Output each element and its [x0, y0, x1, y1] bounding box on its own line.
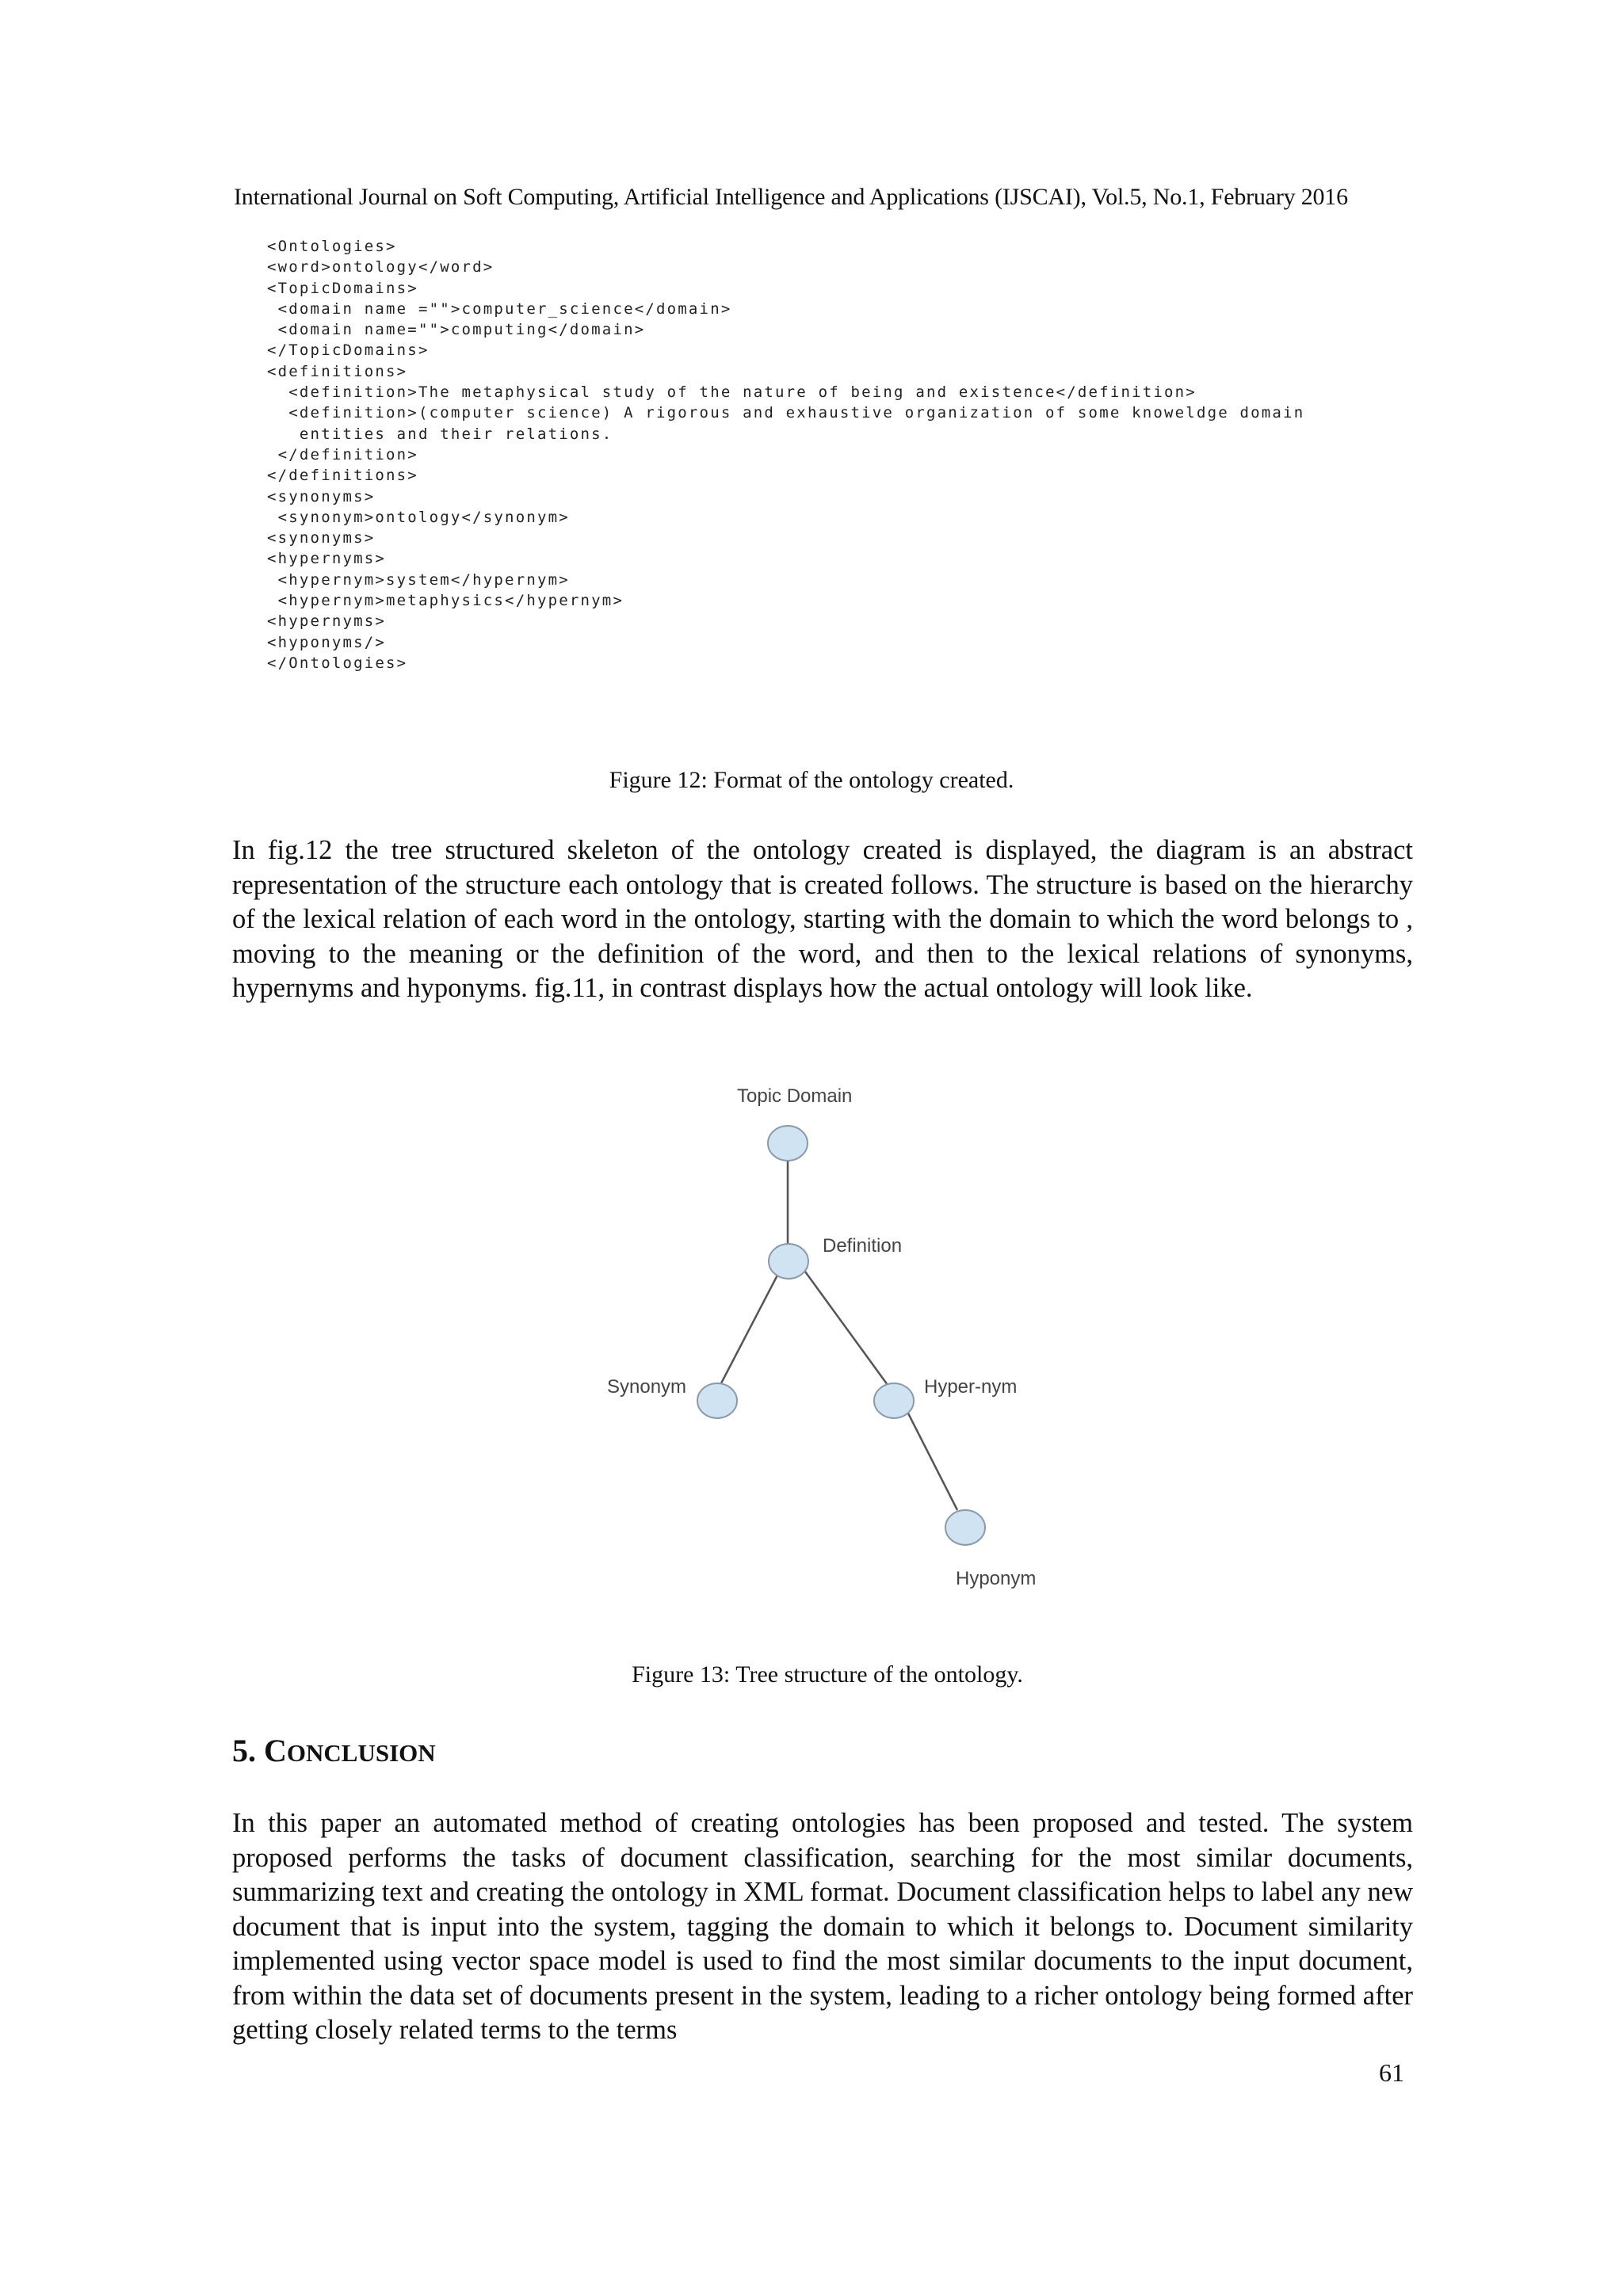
code-line: <Ontologies>	[267, 238, 397, 255]
code-line: <hypernyms>	[267, 612, 387, 631]
page-number: 61	[1379, 2058, 1404, 2087]
node-hyponym	[945, 1510, 985, 1545]
label-hyponym: Hyponym	[956, 1568, 1037, 1589]
code-line: <definition>(computer science) A rigorous and exhaustive organization of some knoweldge domain	[267, 404, 1305, 422]
code-line: <word>ontology</word>	[267, 258, 495, 277]
label-definition: Definition	[823, 1235, 903, 1257]
ontology-tree-diagram	[555, 1077, 1062, 1616]
section-title-initial: C	[264, 1733, 287, 1768]
xml-code-listing	[267, 236, 1304, 673]
code-line: <hypernym>metaphysics</hypernym>	[267, 592, 624, 610]
code-line: <synonym>ontology</synonym>	[267, 508, 570, 526]
edge-hypernym-hyponym	[905, 1407, 957, 1510]
code-line: <domain name ="">computer_science</domain>	[267, 299, 732, 318]
code-line: </definition>	[267, 445, 418, 463]
code-line: <TopicDomains>	[267, 279, 418, 297]
section-title-rest: ONCLUSION	[286, 1739, 436, 1767]
section-number: 5.	[232, 1733, 256, 1768]
code-line: </Ontologies>	[267, 654, 408, 672]
node-hypernym	[874, 1383, 914, 1418]
body-paragraph: In fig.12 the tree structured skeleton of the ontology created is displayed, the diagram is an abstract representation of the structure each ontology that is created follows. The structure is based on the hierarchy of the lexical relation of each word in the ontology, starting with the domain to which the word belongs to , moving to the meaning or the definition of the word, and then to the lexical relations of synonyms, hypernyms and hyponyms. fig.11, in contrast displays how the actual ontology will look like.	[232, 835, 1413, 1003]
code-line: </TopicDomains>	[267, 341, 430, 360]
tree-nodes	[697, 1126, 985, 1545]
edge-definition-synonym	[721, 1266, 782, 1383]
code-line: <synonyms>	[267, 529, 376, 547]
tree-edges	[721, 1161, 957, 1510]
figure-12-caption: Figure 12: Format of the ontology created.	[609, 767, 1014, 793]
running-header: International Journal on Soft Computing, Artificial Intelligence and Applications (IJSCAI), Vol.5, No.1, February 2016	[234, 184, 1348, 210]
node-definition	[769, 1244, 808, 1279]
code-line: <synonyms>	[267, 487, 376, 505]
node-topic-domain	[768, 1126, 808, 1161]
code-line: <definition>The metaphysical study of the nature of being and existence</definition>	[267, 383, 1197, 402]
body-paragraph: In this paper an automated method of creating ontologies has been proposed and tested. The system proposed performs the tasks of document classification, searching for the most similar documents, summarizing text and creating the ontology in XML format. Document classification helps to label any new document that is input into the system, tagging the domain to which it belongs to. Document similarity implemented using vector space model is used to find the most similar documents to the input document, from within the data set of documents present in the system, leading to a richer ontology being formed after getting closely related terms to the terms	[232, 1808, 1413, 2045]
code-line: </definitions>	[267, 467, 418, 485]
code-line: <definitions>	[267, 362, 408, 380]
label-topic-domain: Topic Domain	[737, 1085, 853, 1107]
code-line: <hyponyms/>	[267, 633, 387, 651]
edge-definition-hypernym	[799, 1263, 888, 1385]
code-line: <hypernyms>	[267, 550, 387, 568]
label-synonym: Synonym	[607, 1376, 687, 1398]
label-hypernym: Hyper-nym	[924, 1376, 1018, 1398]
code-line: <domain name="">computing</domain>	[267, 321, 646, 339]
node-synonym	[697, 1383, 737, 1418]
section-heading	[232, 1732, 436, 1769]
figure-13-caption: Figure 13: Tree structure of the ontology.	[632, 1661, 1023, 1688]
code-line: <hypernym>system</hypernym>	[267, 570, 570, 589]
code-line: entities and their relations.	[267, 425, 613, 443]
